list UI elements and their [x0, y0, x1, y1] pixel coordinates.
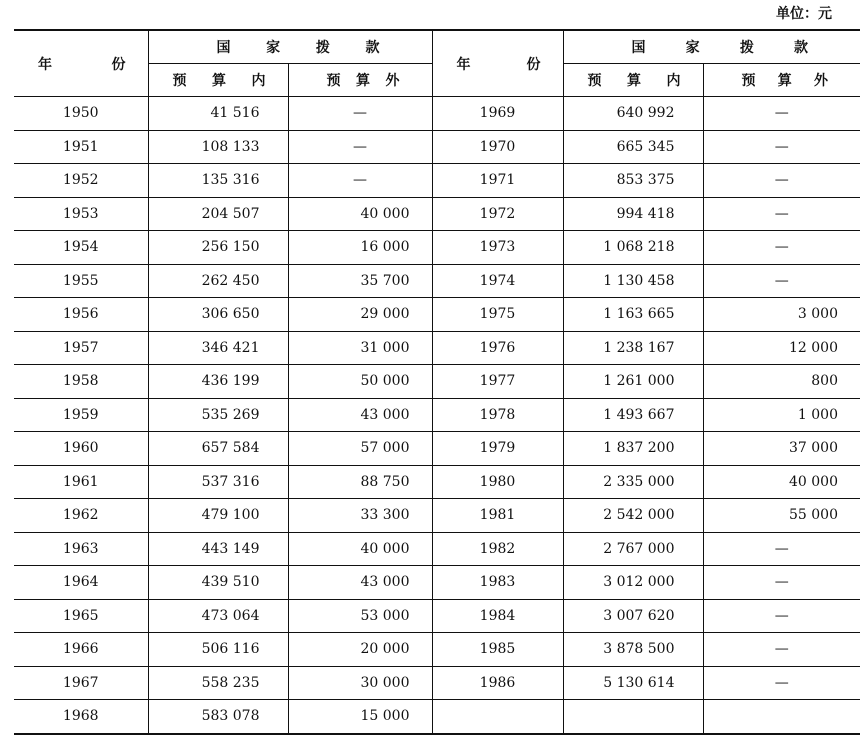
out-budget-cell: 40 000	[288, 532, 432, 566]
in-budget-cell: 2 335 000	[563, 465, 703, 499]
in-budget-cell: 558 235	[148, 666, 288, 700]
out-budget-cell: 43 000	[288, 566, 432, 600]
in-budget-cell: 1 163 665	[563, 298, 703, 332]
in-budget-cell: 853 375	[563, 164, 703, 198]
out-budget-cell: —	[703, 264, 860, 298]
out-budget-cell: 29 000	[288, 298, 432, 332]
table-row	[14, 465, 860, 499]
year-cell: 1969	[432, 97, 563, 131]
year-cell: 1976	[432, 331, 563, 365]
year-cell: 1984	[432, 599, 563, 633]
in-budget-cell: 2 542 000	[563, 499, 703, 533]
in-budget-cell: 479 100	[148, 499, 288, 533]
in-budget-cell: 657 584	[148, 432, 288, 466]
out-budget-cell: 15 000	[288, 700, 432, 734]
year-cell: 1952	[14, 164, 148, 198]
unit-label: 单位：元	[776, 6, 832, 22]
in-budget-cell: 1 837 200	[563, 432, 703, 466]
out-budget-cell: —	[703, 197, 860, 231]
table-row	[14, 331, 860, 365]
out-budget-cell: —	[288, 164, 432, 198]
out-budget-cell: —	[703, 97, 860, 131]
out-budget-cell: —	[703, 532, 860, 566]
in-budget-cell: 640 992	[563, 97, 703, 131]
year-cell: 1959	[14, 398, 148, 432]
year-cell: 1978	[432, 398, 563, 432]
year-cell: 1950	[14, 97, 148, 131]
year-cell: 1975	[432, 298, 563, 332]
out-budget-cell: —	[703, 599, 860, 633]
out-budget-cell: —	[703, 231, 860, 265]
in-budget-cell: 108 133	[148, 130, 288, 164]
in-budget-cell: 506 116	[148, 633, 288, 667]
year-cell: 1961	[14, 465, 148, 499]
in-budget-cell: 135 316	[148, 164, 288, 198]
year-cell: 1960	[14, 432, 148, 466]
table-row	[14, 599, 860, 633]
year-cell: 1971	[432, 164, 563, 198]
in-budget-cell: 1 261 000	[563, 365, 703, 399]
in-budget-cell: 256 150	[148, 231, 288, 265]
table-row	[14, 499, 860, 533]
table-row	[14, 633, 860, 667]
table-row	[14, 97, 860, 131]
in-budget-cell: 3 012 000	[563, 566, 703, 600]
out-budget-cell: —	[703, 164, 860, 198]
out-budget-cell: 30 000	[288, 666, 432, 700]
out-budget-cell: 800	[703, 365, 860, 399]
table-row	[14, 130, 860, 164]
header-year-left: 年 份	[14, 30, 148, 97]
in-budget-cell: 1 493 667	[563, 398, 703, 432]
in-budget-cell: 665 345	[563, 130, 703, 164]
header-in-budget-right: 预 算 内	[563, 64, 703, 97]
out-budget-cell: 16 000	[288, 231, 432, 265]
header-group-left: 国 家 拨 款	[148, 30, 432, 64]
in-budget-cell: 41 516	[148, 97, 288, 131]
in-budget-cell: 1 130 458	[563, 264, 703, 298]
year-cell: 1958	[14, 365, 148, 399]
out-budget-cell: —	[703, 566, 860, 600]
in-budget-cell: 306 650	[148, 298, 288, 332]
table-body	[14, 97, 860, 734]
year-cell: 1957	[14, 331, 148, 365]
in-budget-cell: 473 064	[148, 599, 288, 633]
year-cell: 1962	[14, 499, 148, 533]
year-cell: 1965	[14, 599, 148, 633]
table-row	[14, 398, 860, 432]
year-cell: 1954	[14, 231, 148, 265]
in-budget-cell: 443 149	[148, 532, 288, 566]
out-budget-cell: 1 000	[703, 398, 860, 432]
table-row	[14, 264, 860, 298]
year-cell: 1986	[432, 666, 563, 700]
out-budget-cell: —	[288, 97, 432, 131]
in-budget-cell: 2 767 000	[563, 532, 703, 566]
out-budget-cell: —	[288, 130, 432, 164]
out-budget-cell: —	[703, 666, 860, 700]
in-budget-cell: 5 130 614	[563, 666, 703, 700]
year-cell: 1977	[432, 365, 563, 399]
in-budget-cell: 204 507	[148, 197, 288, 231]
in-budget-cell: 1 068 218	[563, 231, 703, 265]
out-budget-cell: 12 000	[703, 331, 860, 365]
table-row	[14, 365, 860, 399]
table-row	[14, 666, 860, 700]
header-group-right: 国 家 拨 款	[563, 30, 860, 64]
out-budget-cell: 43 000	[288, 398, 432, 432]
out-budget-cell: 40 000	[703, 465, 860, 499]
allocation-table	[14, 29, 860, 735]
out-budget-cell: 3 000	[703, 298, 860, 332]
out-budget-cell: 31 000	[288, 331, 432, 365]
year-cell: 1981	[432, 499, 563, 533]
out-budget-cell: 33 300	[288, 499, 432, 533]
year-cell: 1951	[14, 130, 148, 164]
in-budget-cell: 1 238 167	[563, 331, 703, 365]
out-budget-cell: 55 000	[703, 499, 860, 533]
table-row	[14, 566, 860, 600]
year-cell: 1964	[14, 566, 148, 600]
out-budget-cell: 53 000	[288, 599, 432, 633]
year-cell: 1972	[432, 197, 563, 231]
table-row	[14, 231, 860, 265]
out-budget-cell: 40 000	[288, 197, 432, 231]
out-budget-cell: 37 000	[703, 432, 860, 466]
header-in-budget-left: 预 算 内	[148, 64, 288, 97]
table-row	[14, 164, 860, 198]
year-cell: 1967	[14, 666, 148, 700]
out-budget-cell: 50 000	[288, 365, 432, 399]
in-budget-cell: 439 510	[148, 566, 288, 600]
in-budget-cell: 994 418	[563, 197, 703, 231]
year-cell: 1963	[14, 532, 148, 566]
year-cell: 1980	[432, 465, 563, 499]
header-out-budget-left: 预 算 外	[288, 64, 432, 97]
year-cell: 1982	[432, 532, 563, 566]
table-row	[14, 432, 860, 466]
year-cell: 1979	[432, 432, 563, 466]
header-year-right: 年 份	[432, 30, 563, 97]
out-budget-cell: 35 700	[288, 264, 432, 298]
year-cell: 1985	[432, 633, 563, 667]
out-budget-cell: —	[703, 633, 860, 667]
year-cell: 1953	[14, 197, 148, 231]
out-budget-cell: 57 000	[288, 432, 432, 466]
year-cell: 1966	[14, 633, 148, 667]
year-cell: 1974	[432, 264, 563, 298]
in-budget-cell: 436 199	[148, 365, 288, 399]
in-budget-cell: 3 007 620	[563, 599, 703, 633]
year-cell: 1970	[432, 130, 563, 164]
in-budget-cell: 346 421	[148, 331, 288, 365]
in-budget-cell: 262 450	[148, 264, 288, 298]
table-row	[14, 197, 860, 231]
year-cell: 1968	[62, 708, 99, 725]
out-budget-cell: 20 000	[288, 633, 432, 667]
year-cell: 1983	[432, 566, 563, 600]
table-row	[14, 532, 860, 566]
in-budget-cell: 583 078	[148, 700, 288, 734]
in-budget-cell: 3 878 500	[563, 633, 703, 667]
year-cell: 1955	[14, 264, 148, 298]
out-budget-cell: 88 750	[288, 465, 432, 499]
out-budget-cell: —	[703, 130, 860, 164]
year-cell: 1973	[432, 231, 563, 265]
table-row	[14, 298, 860, 332]
in-budget-cell: 537 316	[148, 465, 288, 499]
year-cell: 1956	[14, 298, 148, 332]
header-out-budget-right: 预 算 外	[703, 64, 860, 97]
in-budget-cell: 535 269	[148, 398, 288, 432]
